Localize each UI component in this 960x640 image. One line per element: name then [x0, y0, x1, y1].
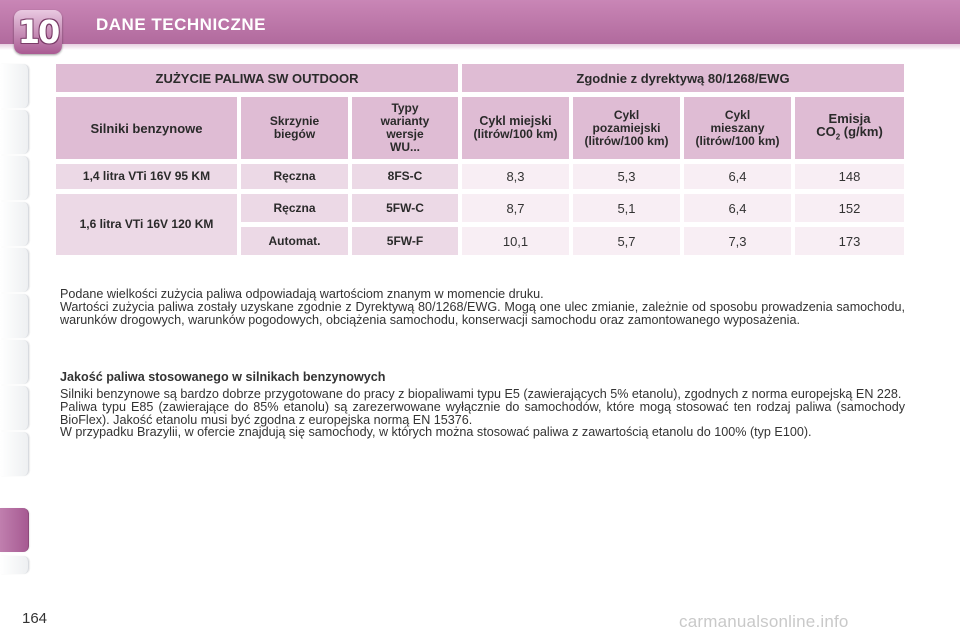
row-3-variant: 5FW-F	[352, 227, 458, 255]
col-header-urban	[462, 97, 569, 159]
side-tab-8[interactable]	[0, 386, 29, 430]
fuel-quality-paragraph-2: Paliwa typu E85 (zawierające do 85% etanolu) są zarezerwowane wyłącznie do samochodów, które mogą stosować ten rodzaj paliwa (samochody BioFlex). Jakość etanolu musi być zgodna z europejska normą EN 15376.	[60, 399, 905, 427]
fuel-quality-heading: Jakość paliwa stosowanego w silnikach benzynowych	[60, 370, 386, 384]
col-header-combined-label: Cykl mieszany	[710, 107, 765, 135]
engine-1-4: 1,4 litra VTi 16V 95 KM	[56, 164, 237, 189]
table-title-right: Zgodnie z dyrektywą 80/1268/EWG	[462, 64, 904, 92]
row-2-gearbox: Ręczna	[241, 194, 348, 222]
side-tab-7[interactable]	[0, 340, 29, 384]
side-tab-11[interactable]	[0, 556, 29, 574]
row-2-co2: 152	[795, 194, 904, 222]
page-number: 164	[22, 610, 48, 627]
row-2-variant: 5FW-C	[352, 194, 458, 222]
col-header-engine: Silniki benzynowe	[56, 97, 237, 159]
side-tab-active[interactable]	[0, 508, 29, 552]
col-header-emission-label: Emisja	[828, 111, 871, 127]
col-header-variant: Typy warianty wersje WU...	[352, 97, 458, 159]
row-3-gearbox: Automat.	[241, 227, 348, 255]
col-header-urban-unit: (litrów/100 km)	[473, 127, 558, 141]
row-1-combined: 6,4	[684, 164, 791, 189]
emission-unit: (g/km)	[843, 124, 883, 140]
row-3-urban: 10,1	[462, 227, 569, 255]
col-header-extra-urban-unit: (litrów/100 km)	[584, 133, 669, 148]
page-title: DANE TECHNICZNE	[96, 15, 266, 34]
fuel-quality-paragraph-3: W przypadku Brazylii, w ofercie znajdują się samochody, w których można stosować paliwa z zawartością etanolu do 100% (typ E100).	[60, 425, 812, 440]
fuel-quality-paragraph-1: Silniki benzynowe są bardzo dobrze przygotowane do pracy z biopaliwami typu E5 (zawierających 5% etanolu), zgodnych z norma europejską EN 228.	[60, 387, 902, 401]
table-title-left: ZUŻYCIE PALIWA SW OUTDOOR	[56, 64, 458, 92]
row-2-urban: 8,7	[462, 194, 569, 222]
fuel-quality-text	[60, 388, 905, 439]
intro-paragraph-2: Wartości zużycia paliwa zostały uzyskane zgodnie z Dyrektywą 80/1268/EWG. Mogą one ulec zmianie, zależnie od sposobu prowadzenia samochodu, warunków drogowych, warunków pogodowych, obciążenia samochodu, konserwacji samochodu oraz zamontowanego wyposażenia.	[60, 299, 905, 327]
row-3-extra-urban: 5,7	[573, 227, 680, 255]
row-1-urban: 8,3	[462, 164, 569, 189]
watermark: carmanualsonline.info	[679, 612, 849, 631]
col-header-gearbox: Skrzynie biegów	[241, 97, 348, 159]
col-header-extra-urban-label: Cykl pozamiejski	[592, 107, 661, 135]
row-1-gearbox: Ręczna	[241, 164, 348, 189]
chapter-side-tabs	[0, 64, 34, 574]
side-tab-9[interactable]	[0, 432, 29, 476]
row-3-co2: 173	[795, 227, 904, 255]
row-1-variant: 8FS-C	[352, 164, 458, 189]
intro-text	[60, 288, 905, 326]
emission-sub: 2	[835, 132, 841, 142]
side-tab-1[interactable]	[0, 64, 29, 108]
emission-co: CO	[816, 124, 836, 140]
chapter-number: 10	[17, 13, 59, 51]
engine-1-6: 1,6 litra VTi 16V 120 KM	[56, 194, 237, 255]
row-2-combined: 6,4	[684, 194, 791, 222]
side-tab-6[interactable]	[0, 294, 29, 338]
chapter-badge	[14, 10, 62, 54]
col-header-combined-unit: (litrów/100 km)	[695, 133, 780, 148]
row-3-combined: 7,3	[684, 227, 791, 255]
row-2-extra-urban: 5,1	[573, 194, 680, 222]
col-header-urban-label: Cykl miejski	[479, 114, 552, 128]
side-tab-4[interactable]	[0, 202, 29, 246]
side-tab-5[interactable]	[0, 248, 29, 292]
row-1-extra-urban: 5,3	[573, 164, 680, 189]
row-1-co2: 148	[795, 164, 904, 189]
col-header-emission	[795, 97, 904, 159]
col-header-combined	[684, 97, 791, 159]
side-tab-3[interactable]	[0, 156, 29, 200]
side-tab-2[interactable]	[0, 110, 29, 154]
header-shadow	[0, 44, 960, 50]
intro-paragraph-1: Podane wielkości zużycia paliwa odpowiadają wartościom znanym w momencie druku.	[60, 287, 544, 301]
col-header-extra-urban	[573, 97, 680, 159]
col-header-emission-co2	[816, 125, 883, 144]
